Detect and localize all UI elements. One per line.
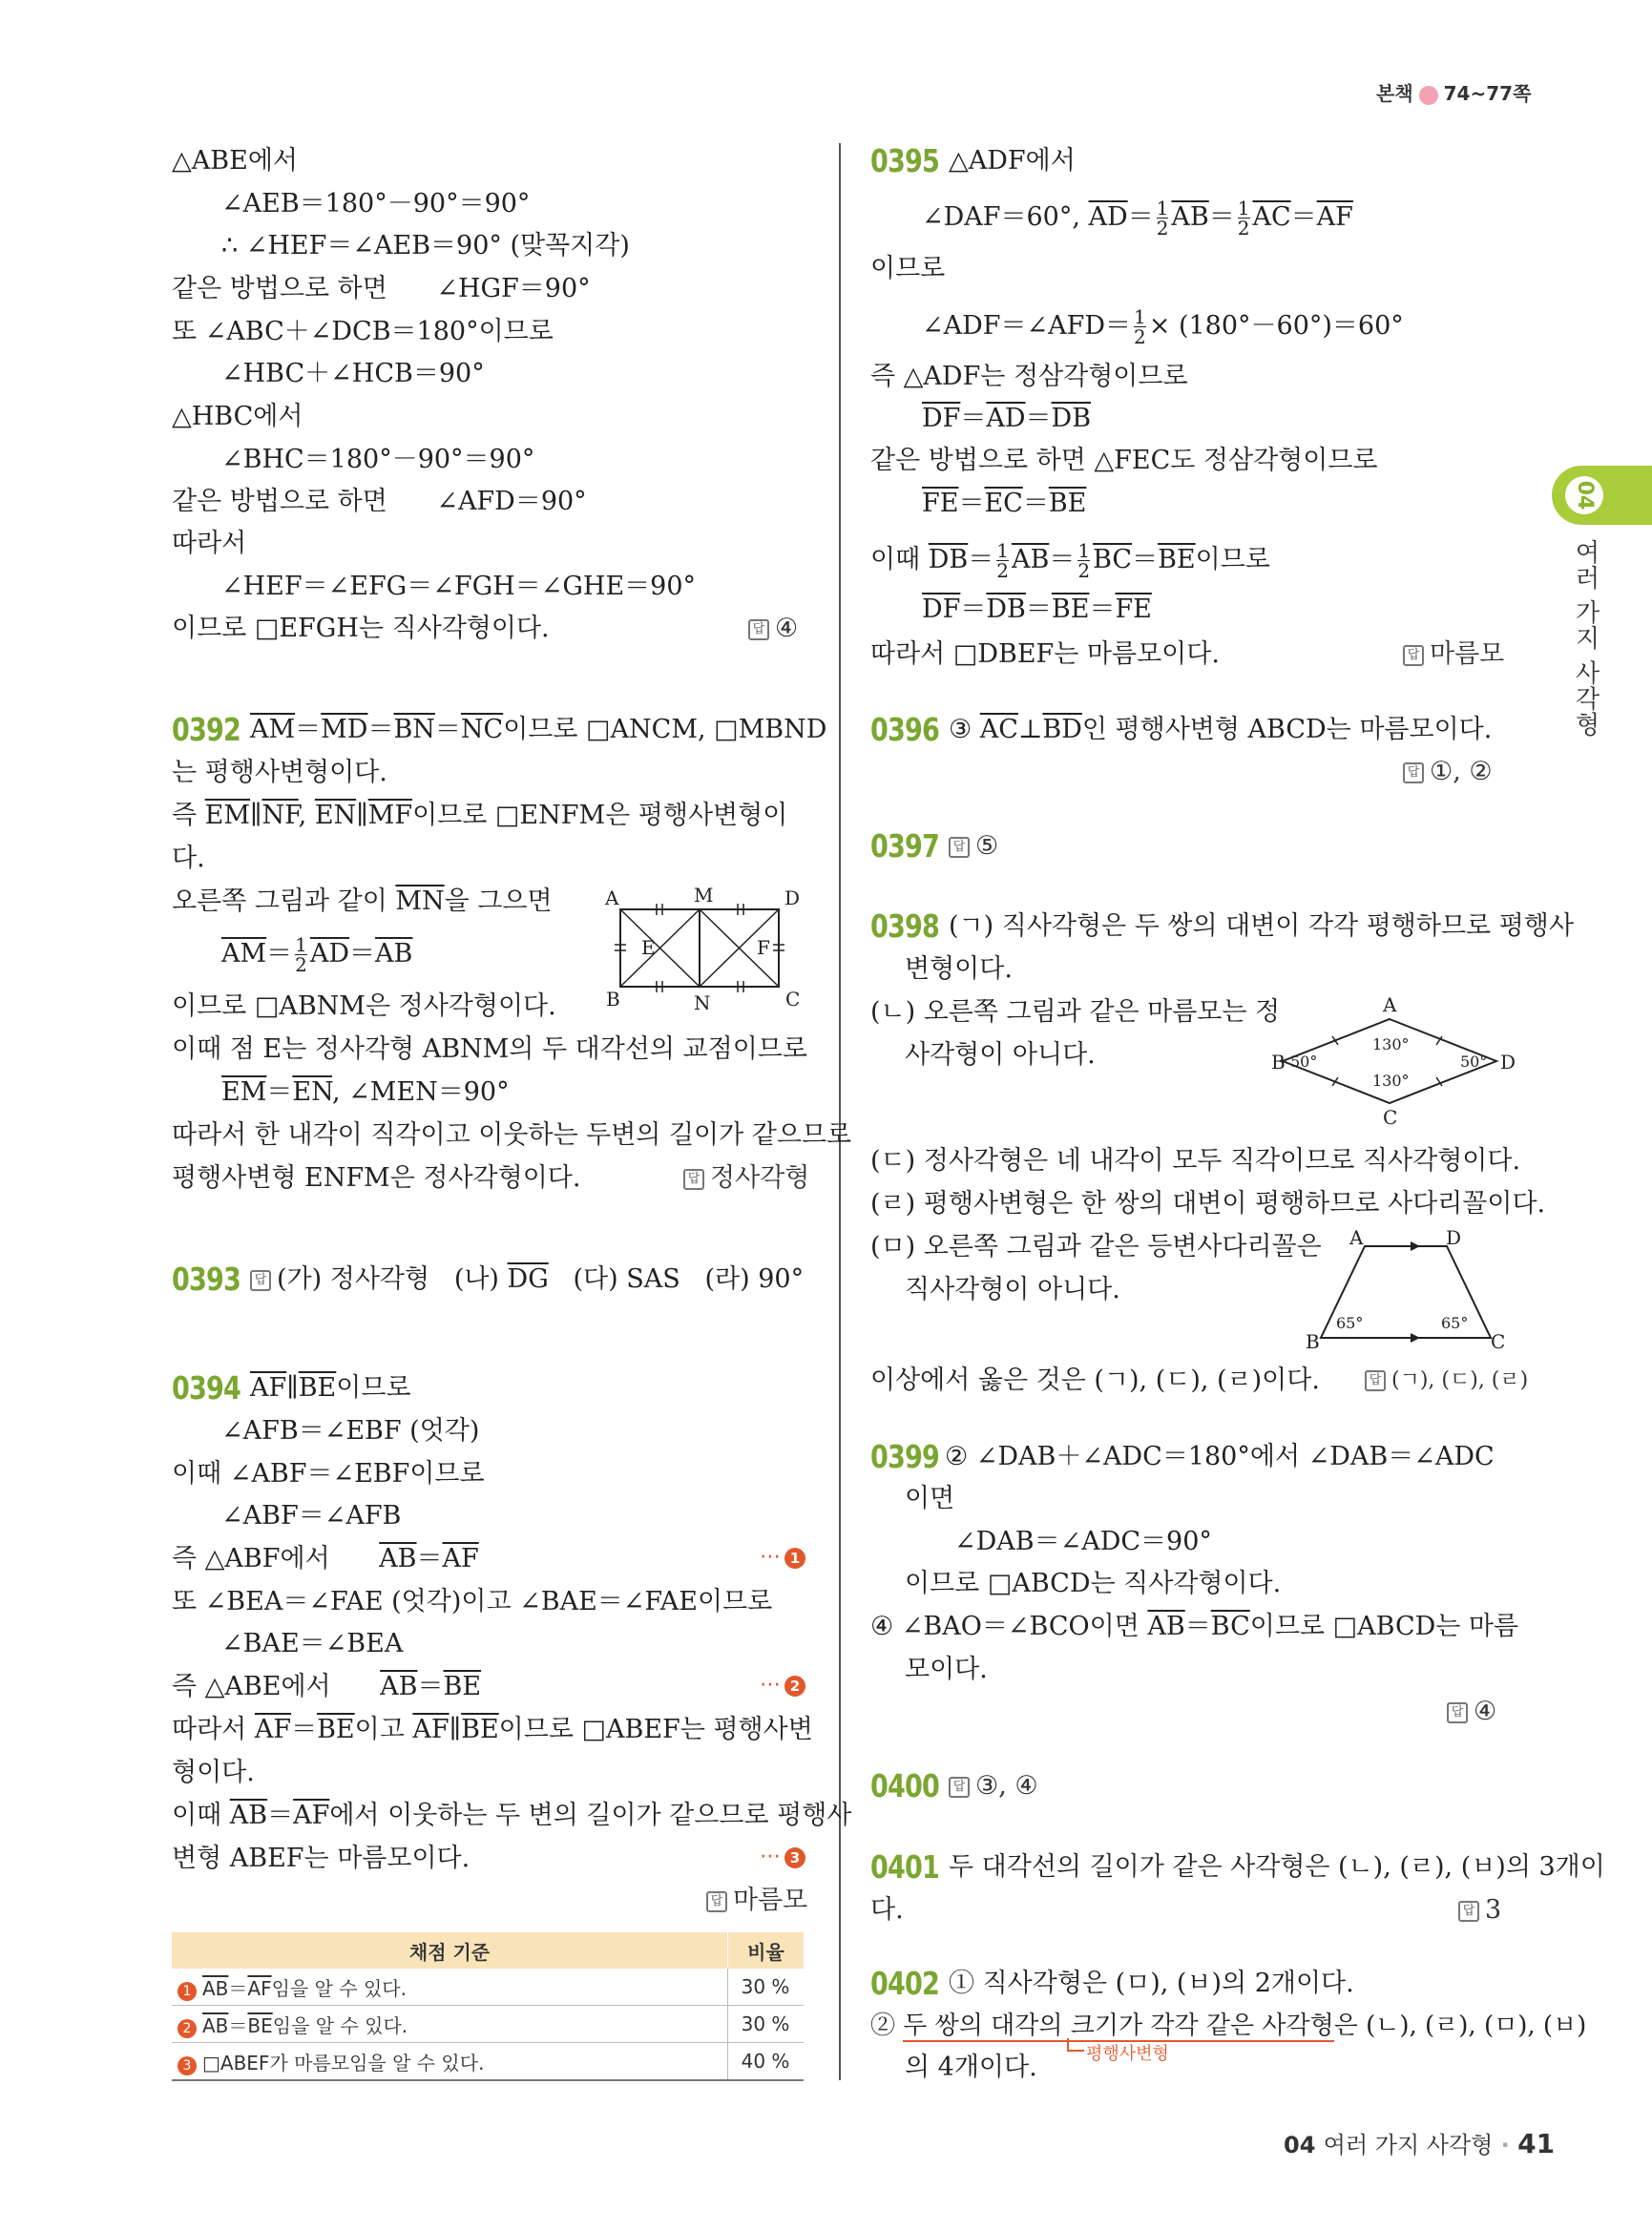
- answer-icon: [706, 1891, 727, 1912]
- answer-mark: 답④: [1447, 1696, 1496, 1728]
- text-line: (ㅁ) 오른쪽 그림과 같은 등변사다리꼴은: [870, 1232, 1322, 1261]
- table-header: 채점 기준: [172, 1932, 728, 1969]
- text-line: 이때 $\overline{AB}=\overline{AF}$에서 이웃하는 두 변의 길이가 같으므로 평행사: [172, 1801, 852, 1830]
- table-header: 비율: [728, 1932, 805, 1969]
- text-line: 형이다.: [172, 1758, 255, 1787]
- angle-label: 65°: [1441, 1314, 1469, 1332]
- text-line: 이상에서 옳은 것은 (ㄱ), (ㄷ), (ㄹ)이다.: [870, 1366, 1320, 1395]
- text-line: 사각형이 아니다.: [905, 1040, 1096, 1070]
- problem-number: 0400: [870, 1767, 940, 1804]
- text-line: 의 4개이다.: [905, 2053, 1037, 2082]
- answer-icon: [1365, 1370, 1386, 1391]
- problem-number: 0401: [870, 1848, 940, 1886]
- square-figure: [601, 886, 802, 1013]
- text-line: 는 평행사변형이다.: [172, 758, 387, 787]
- answer-icon: [949, 837, 970, 858]
- text-line: ∠ABF＝∠AFB: [221, 1501, 402, 1531]
- text-line: 이므로: [870, 254, 946, 283]
- chapter-label: 여러 가지 사각형: [1571, 539, 1600, 738]
- page-number: 41: [1517, 2128, 1556, 2159]
- label-d: D: [1446, 1226, 1462, 1249]
- text-line: 이면: [905, 1484, 955, 1513]
- text-line: ③ $\overline{AC}\perp\overline{BD}$인 평행사변형 ABCD는 마름모이다.: [949, 715, 1493, 744]
- text-line: (ㄷ) 정사각형은 네 내각이 모두 직각이므로 직사각형이다.: [870, 1146, 1521, 1176]
- text-line: ∠HEF＝∠EFG＝∠FGH＝∠GHE＝90°: [221, 572, 697, 601]
- note-label: 평행사변형: [1086, 2044, 1169, 2064]
- angle-label: 50°: [1290, 1053, 1318, 1071]
- text-line: 이때 ∠ABF＝∠EBF이므로: [172, 1459, 485, 1489]
- answer-icon: [1447, 1702, 1468, 1723]
- text-line: (ㄴ) 오른쪽 그림과 같은 마름모는 정: [870, 997, 1281, 1027]
- answer-mark: 답 3: [1458, 1894, 1501, 1927]
- text-line: 변형이다.: [905, 954, 1013, 984]
- text-line: 이므로 □ABCD는 직사각형이다.: [905, 1569, 1282, 1598]
- answer-icon: [1458, 1901, 1479, 1922]
- text-line: 같은 방법으로 하면 ∠AFD＝90°: [172, 487, 587, 516]
- answer-mark: 답 ④: [748, 613, 798, 645]
- text-line: ∠BHC＝180°－90°＝90°: [221, 445, 535, 474]
- text-line: 즉 △ABF에서 $\overline{AB}=\overline{AF}$: [172, 1544, 479, 1574]
- answer-mark: 답마름모: [706, 1885, 807, 1917]
- problem-number: 0398: [870, 907, 940, 945]
- answer-icon: [748, 619, 769, 640]
- text-line: $\overline{AF}\parallel\overline{BE}$이므로: [250, 1373, 411, 1403]
- text-line: 이때 $\overline{DB}=$ $\frac{1}{2}$ $\overline{AB}=$ $\frac{1}{2}$ $\overline{BC}=\overline{BE}$이므로: [870, 539, 1270, 582]
- text-line: ∠BAE＝∠BEA: [221, 1629, 404, 1658]
- answer-icon: [1403, 645, 1424, 666]
- answer-mark: 답①, ②: [1403, 756, 1493, 788]
- text-line: 같은 방법으로 하면 ∠HGF＝90°: [172, 274, 591, 303]
- text-line: ② ∠DAB＋∠ADC＝180°에서 ∠DAB＝∠ADC: [945, 1442, 1495, 1471]
- text-line: ∠DAF＝60°, $\overline{AD}=$ $\frac{1}{2}$ $\overline{AB}=$ $\frac{1}{2}$ $\overline{AC}=\overline{AF}$: [922, 197, 1353, 240]
- step-marker: ⋯ 2: [760, 1673, 805, 1697]
- label-b: B: [606, 988, 620, 1011]
- answer-icon: [949, 1777, 970, 1798]
- text-line: 같은 방법으로 하면 △FEC도 정삼각형이므로: [870, 446, 1378, 475]
- problem-number: 0397: [870, 827, 940, 865]
- footer-chapter: 04: [1284, 2132, 1316, 2158]
- note-connector: [1067, 2038, 1084, 2052]
- arrow-icon: [1419, 86, 1438, 105]
- text-line: $\overline{AM}=\overline{MD}=\overline{BN}=\overline{NC}$이므로 □ANCM, □MBND: [250, 715, 827, 744]
- label-d: D: [1500, 1051, 1516, 1074]
- text-line: ① 직사각형은 (ㅁ), (ㅂ)의 2개이다.: [949, 1969, 1354, 1998]
- text-line: ∠DAB＝∠ADC＝90°: [954, 1527, 1212, 1556]
- text-line: ∴ ∠HEF＝∠AEB＝90° (맞꼭지각): [221, 231, 630, 261]
- problem-number: 0394: [172, 1369, 241, 1407]
- table-row: 1 $\overline{AB}=\overline{AF}$임을 알 수 있다. 30 %: [172, 1969, 804, 2006]
- text-line: 이므로 □ABNM은 정사각형이다.: [172, 991, 556, 1021]
- text-line: 또 ∠BEA＝∠FAE (엇각)이고 ∠BAE＝∠FAE이므로: [172, 1587, 773, 1616]
- problem-number: 0402: [870, 1965, 940, 2002]
- angle-label: 130°: [1372, 1035, 1410, 1053]
- scoring-table: [172, 1932, 804, 2081]
- text-line: 즉 △ABE에서 $\overline{AB}=\overline{BE}$: [172, 1672, 482, 1701]
- trapezoid-figure: [1306, 1226, 1508, 1353]
- text-line: $\overline{DF}=\overline{AD}=\overline{DB}$: [922, 404, 1092, 433]
- label-a: A: [1383, 993, 1397, 1016]
- text-line: 오른쪽 그림과 같이 $\overline{MN}$을 그으면: [172, 886, 553, 916]
- answer-mark: 답 ③, ④: [949, 1770, 1038, 1803]
- answer-mark: 답 마름모: [1403, 638, 1504, 671]
- text-line: 따라서 한 내각이 직각이고 이웃하는 두변의 길이가 같으므로: [172, 1120, 852, 1150]
- label-b: B: [1271, 1051, 1286, 1074]
- problem-number: 0395: [870, 142, 940, 179]
- answer-icon: [250, 1270, 271, 1291]
- text-line: ④ ∠BAO＝∠BCO이면 $\overline{AB}=\overline{BC}$이므로 □ABCD는 마름: [870, 1612, 1519, 1641]
- step-marker: ⋯ 1: [760, 1545, 805, 1569]
- text-line: 즉 $\overline{EM}\parallel\overline{NF}$, $\overline{EN}\parallel\overline{MF}$이므로 □ENFM은 평행사변형이: [172, 801, 788, 830]
- book-label: 본책: [1376, 82, 1413, 105]
- table-row: 2 $\overline{AB}=\overline{BE}$임을 알 수 있다. 30 %: [172, 2006, 804, 2043]
- answer-mark: 답 (ㄱ), (ㄷ), (ㄹ): [1365, 1365, 1528, 1397]
- answer-mark: 답 정사각형: [683, 1162, 809, 1195]
- text-line: $\overline{AM}=$ $\frac{1}{2}$ $\overline{AD}=\overline{AB}$: [221, 933, 413, 976]
- label-c: C: [1491, 1330, 1506, 1353]
- page-footer: 04 여러 가지 사각형 · 41: [1284, 2128, 1556, 2159]
- text-line: 이때 점 E는 정사각형 ABNM의 두 대각선의 교점이므로: [172, 1034, 807, 1064]
- text-line: 이므로 □EFGH는 직사각형이다.: [172, 614, 550, 643]
- rhombus-figure: [1271, 992, 1516, 1129]
- text-line: (ㄹ) 평행사변형은 한 쌍의 대변이 평행하므로 사다리꼴이다.: [870, 1189, 1546, 1219]
- text-line: 즉 △ADF는 정삼각형이므로: [870, 362, 1188, 391]
- text-line: 따라서: [172, 529, 247, 558]
- text-line: ∠AEB＝180°－90°＝90°: [221, 189, 531, 219]
- text-line: 두 대각선의 길이가 같은 사각형은 (ㄴ), (ㄹ), (ㅂ)의 3개이: [949, 1852, 1605, 1882]
- problem-number: 0392: [172, 711, 241, 748]
- label-f: F: [757, 936, 770, 959]
- table-row: 3 □ABEF가 마름모임을 알 수 있다. 40 %: [172, 2043, 804, 2081]
- footer-title: 여러 가지 사각형: [1323, 2132, 1494, 2158]
- text-line: ∠ADF＝∠AFD＝ $\frac{1}{2}$ × (180°－60°)＝60°: [922, 305, 1404, 348]
- text-line: 직사각형이 아니다.: [905, 1275, 1120, 1304]
- angle-label: 65°: [1336, 1314, 1364, 1332]
- angle-label: 130°: [1372, 1072, 1410, 1090]
- label-e: E: [641, 936, 656, 959]
- text-line: ∠HBC＋∠HCB＝90°: [221, 359, 485, 388]
- answer-icon: [1403, 762, 1424, 783]
- text-line: 변형 ABEF는 마름모이다.: [172, 1844, 471, 1873]
- label-d: D: [784, 886, 801, 909]
- chapter-tab[interactable]: [1552, 466, 1652, 525]
- text-line: ② 두 쌍의 대각의 크기가 각각 같은 사각형은 (ㄴ), (ㄹ), (ㅁ), (ㅂ): [870, 2012, 1587, 2040]
- text-line: $\overline{EM}=\overline{EN}$, ∠MEN＝90°: [221, 1077, 510, 1107]
- text-line: △ABE에서: [172, 146, 298, 176]
- page-range: 74~77쪽: [1443, 82, 1532, 105]
- problem-number: 0393: [172, 1261, 241, 1298]
- text-line: 또 ∠ABC＋∠DCB＝180°이므로: [172, 317, 554, 346]
- column-divider: [839, 143, 841, 2080]
- label-n: N: [694, 991, 711, 1014]
- text-line: 다.: [172, 844, 205, 873]
- answer-line: 답 (가) 정사각형 (나) $\overline{DG}$ (다) SAS (라) 90°: [250, 1263, 804, 1296]
- page-reference: [1376, 78, 1531, 106]
- problem-number: 0399: [870, 1438, 940, 1475]
- answer-icon: [683, 1169, 704, 1190]
- label-a: A: [1349, 1226, 1364, 1249]
- label-c: C: [1383, 1106, 1398, 1129]
- problem-number: 0396: [870, 711, 940, 748]
- label-b: B: [1306, 1330, 1320, 1353]
- text-line: 평행사변형 ENFM은 정사각형이다.: [172, 1163, 581, 1193]
- text-line: $\overline{DF}=\overline{DB}=\overline{BE}=\overline{FE}$: [922, 594, 1152, 624]
- label-c: C: [785, 988, 801, 1011]
- text-line: 따라서 $\overline{AF}=\overline{BE}$이고 $\overline{AF}\parallel\overline{BE}$이므로 □ABEF는 평행사변: [172, 1715, 813, 1744]
- angle-label: 50°: [1460, 1053, 1488, 1071]
- text-line: 다.: [870, 1895, 904, 1925]
- answer-mark: 답 ⑤: [949, 830, 998, 863]
- text-line: △ADF에서: [949, 146, 1076, 176]
- text-line: (ㄱ) 직사각형은 두 쌍의 대변이 각각 평행하므로 평행사: [949, 911, 1574, 941]
- step-marker: ⋯ 3: [760, 1845, 805, 1868]
- text-line: 따라서 □DBEF는 마름모이다.: [870, 639, 1220, 669]
- label-m: M: [694, 884, 714, 907]
- text-line: ∠AFB＝∠EBF (엇각): [221, 1416, 480, 1446]
- text-line: △HBC에서: [172, 402, 303, 431]
- text-line: 모이다.: [905, 1655, 988, 1684]
- label-a: A: [605, 886, 619, 909]
- text-line: $\overline{FE}=\overline{EC}=\overline{BE}$: [922, 489, 1087, 518]
- chapter-number: 04: [1565, 476, 1603, 514]
